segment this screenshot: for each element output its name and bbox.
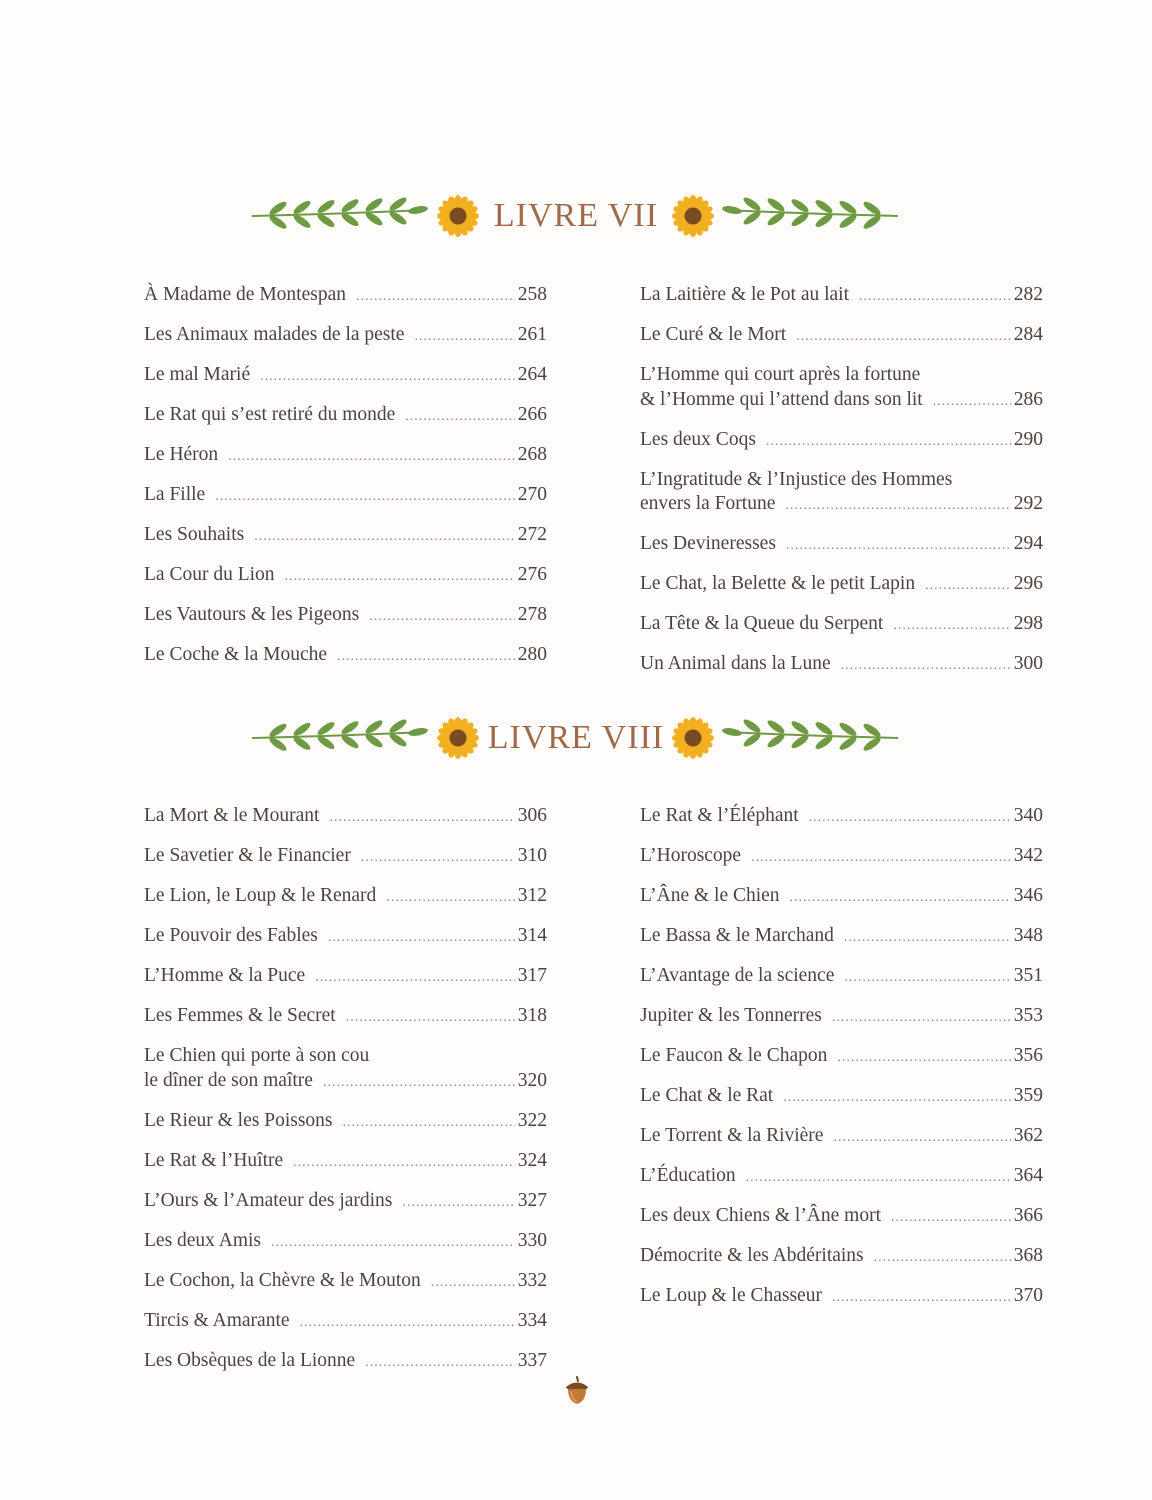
toc-entry[interactable]: L’Éducation ..... 364 [640,1164,1043,1191]
toc-entry[interactable]: Le Chat, la Belette & le petit Lapin ..... 296 [640,572,1043,599]
acorn-icon [564,1375,590,1405]
toc-entry[interactable]: Jupiter & les Tonnerres ..... 353 [640,1004,1043,1031]
toc-entry[interactable]: L’Ours & l’Amateur des jardins ..... 327 [144,1189,547,1216]
toc-entry[interactable]: Le Faucon & le Chapon ..... 356 [640,1044,1043,1071]
toc-entry[interactable]: Les Obsèques de la Lionne ..... 337 [144,1349,547,1376]
toc-column-right [640,283,1043,692]
toc-entry[interactable]: Les Devineresses ..... 294 [640,532,1043,559]
toc-entry[interactable]: Un Animal dans la Lune ..... 300 [640,652,1043,679]
laurel-branch-right-icon [722,190,902,236]
toc-entry[interactable]: L’Homme & la Puce ..... 317 [144,964,547,991]
toc-entry[interactable]: Le Chat & le Rat ..... 359 [640,1084,1043,1111]
toc-entry[interactable]: La Mort & le Mourant ..... 306 [144,804,547,831]
toc-entry[interactable]: Le Héron ..... 268 [144,443,547,470]
toc-entry[interactable]: La Cour du Lion ..... 276 [144,563,547,590]
toc-entry[interactable]: Les Souhaits ..... 272 [144,523,547,550]
toc-entry[interactable]: Les Femmes & le Secret ..... 318 [144,1004,547,1031]
toc-entry[interactable]: La Tête & la Queue du Serpent ..... 298 [640,612,1043,639]
toc-entry[interactable]: Le Pouvoir des Fables ..... 314 [144,924,547,951]
toc-column-right [640,804,1043,1324]
toc-entry[interactable]: Tircis & Amarante ..... 334 [144,1309,547,1336]
toc-entry[interactable]: La Laitière & le Pot au lait ..... 282 [640,283,1043,310]
laurel-branch-right-icon [722,712,902,758]
toc-column-left [144,283,547,683]
toc-entry[interactable]: Le Torrent & la Rivière ..... 362 [640,1124,1043,1151]
sunflower-icon [671,716,715,760]
toc-entry[interactable]: Le Savetier & le Financier ..... 310 [144,844,547,871]
toc-entry[interactable]: Le Rat & l’Huître ..... 324 [144,1149,547,1176]
toc-entry[interactable]: La Fille ..... 270 [144,483,547,510]
section-header-livre-viii [0,708,1152,768]
toc-entry[interactable]: Le Curé & le Mort ..... 284 [640,323,1043,350]
toc-entry[interactable]: Démocrite & les Abdéritains ..... 368 [640,1244,1043,1271]
toc-entry[interactable]: Les Animaux malades de la peste ..... 261 [144,323,547,350]
toc-entry[interactable]: Le Rat qui s’est retiré du monde ..... 266 [144,403,547,430]
toc-entry[interactable]: L’Avantage de la science ..... 351 [640,964,1043,991]
toc-entry[interactable]: Les deux Coqs ..... 290 [640,428,1043,455]
toc-entry[interactable]: Les deux Chiens & l’Âne mort ..... 366 [640,1204,1043,1231]
toc-entry[interactable]: L’Âne & le Chien ..... 346 [640,884,1043,911]
sunflower-icon [671,194,715,238]
section-title: LIVRE VII [493,197,659,234]
toc-entry[interactable]: Le Cochon, la Chèvre & le Mouton ..... 332 [144,1269,547,1296]
toc-entry[interactable]: Le Rieur & les Poissons ..... 322 [144,1109,547,1136]
toc-entry[interactable]: Le Coche & la Mouche ..... 280 [144,643,547,670]
section-title: LIVRE VIII [487,719,665,756]
toc-entry[interactable]: Le Bassa & le Marchand ..... 348 [640,924,1043,951]
toc-entry[interactable]: Les deux Amis ..... 330 [144,1229,547,1256]
toc-entry[interactable]: Les Vautours & les Pigeons ..... 278 [144,603,547,630]
toc-entry[interactable]: À Madame de Montespan ..... 258 [144,283,547,310]
section-header-livre-vii [0,186,1152,246]
toc-column-left [144,804,547,1389]
toc-entry[interactable]: L’Ingratitude & l’Injustice des Hommes envers la Fortune ..... 292 [640,468,1043,519]
toc-entry[interactable]: Le Rat & l’Éléphant ..... 340 [640,804,1043,831]
toc-entry[interactable]: Le Lion, le Loup & le Renard ..... 312 [144,884,547,911]
toc-entry[interactable]: L’Homme qui court après la fortune & l’Homme qui l’attend dans son lit ..... 286 [640,363,1043,414]
toc-entry[interactable]: Le Chien qui porte à son cou le dîner de son maître ..... 320 [144,1044,547,1095]
toc-entry[interactable]: L’Horoscope ..... 342 [640,844,1043,871]
toc-entry[interactable]: Le Loup & le Chasseur ..... 370 [640,1284,1043,1311]
toc-entry[interactable]: Le mal Marié ..... 264 [144,363,547,390]
